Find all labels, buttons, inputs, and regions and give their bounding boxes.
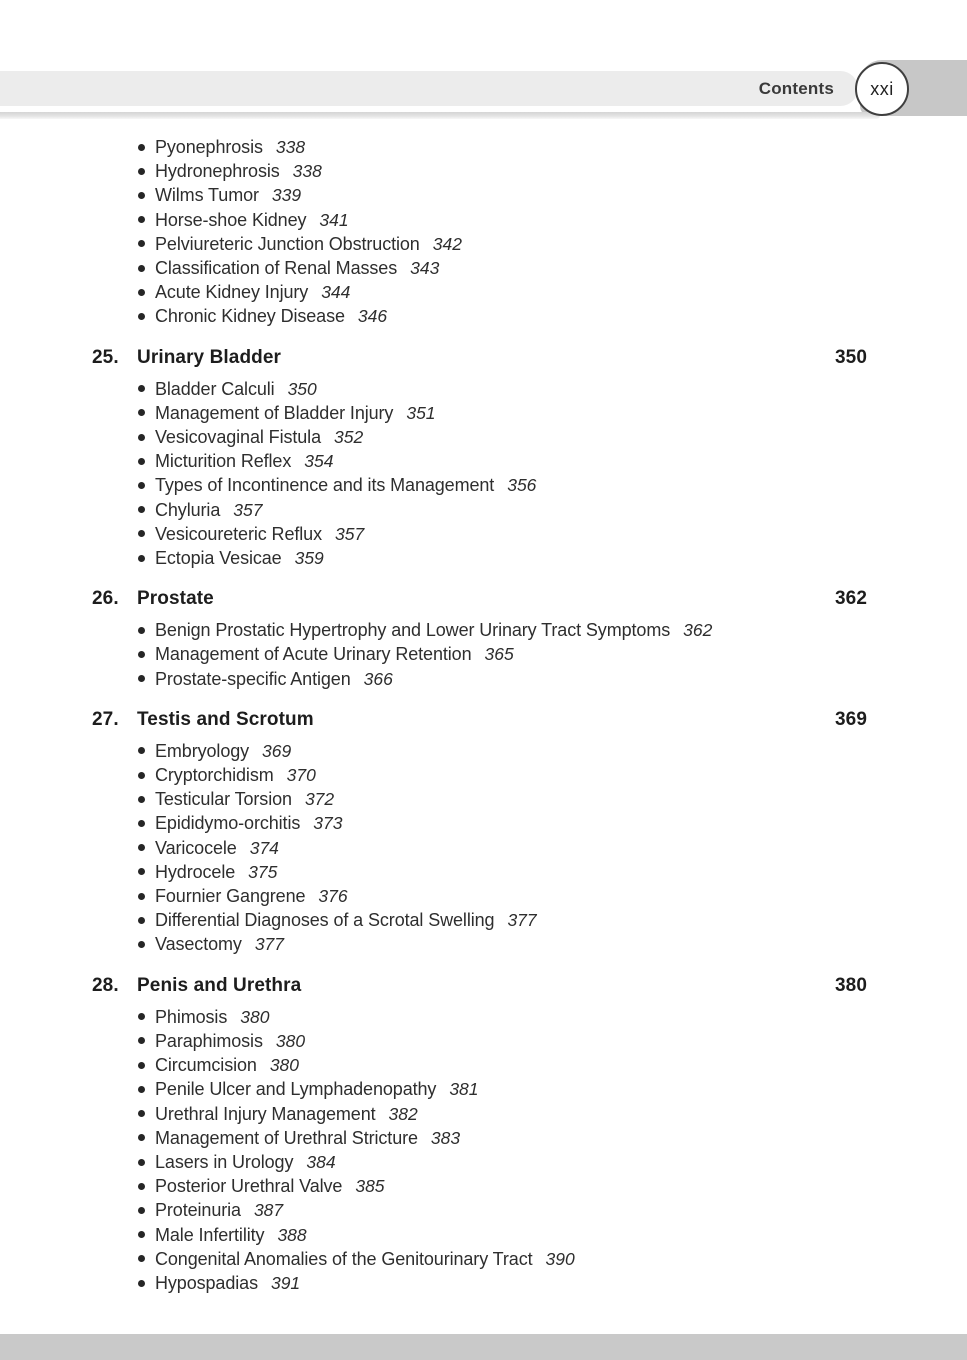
bullet-icon — [138, 1110, 145, 1117]
bullet-icon — [138, 385, 145, 392]
topic-title: Lasers in Urology — [155, 1151, 294, 1172]
topic-page-number: 351 — [406, 402, 436, 423]
topic-title: Differential Diagnoses of a Scrotal Swelling — [155, 910, 495, 931]
topic-title: Hydronephrosis — [155, 161, 280, 182]
bullet-icon — [138, 409, 145, 416]
topic-page-number: 388 — [277, 1224, 307, 1245]
toc-entry — [138, 135, 867, 159]
topic-page-number: 382 — [388, 1103, 418, 1124]
toc-entry — [138, 1174, 867, 1198]
bullet-icon — [138, 941, 145, 948]
chapter-title: Urinary Bladder — [137, 346, 282, 368]
bullet-icon — [138, 265, 145, 272]
bullet-icon — [138, 1231, 145, 1238]
page-number: xxi — [870, 78, 894, 99]
bullet-icon — [138, 144, 145, 151]
toc-entry — [138, 401, 867, 425]
toc-entry — [138, 1198, 867, 1222]
topic-page-number: 370 — [286, 765, 316, 786]
bullet-icon — [138, 796, 145, 803]
toc-entry — [138, 304, 867, 328]
toc-entry — [138, 159, 867, 183]
topic-title: Horse-shoe Kidney — [155, 209, 307, 230]
bullet-icon — [138, 820, 145, 827]
toc-section — [92, 135, 867, 329]
topic-title: Urethral Injury Management — [155, 1103, 376, 1124]
topic-list — [92, 377, 867, 571]
topic-page-number: 375 — [248, 861, 278, 882]
toc-entry — [138, 836, 867, 860]
bullet-icon — [138, 747, 145, 754]
toc-section — [92, 345, 867, 571]
bullet-icon — [138, 1183, 145, 1190]
topic-title: Varicocele — [155, 837, 237, 858]
footer-bar — [0, 1334, 967, 1360]
topic-title: Ectopia Vesicae — [155, 548, 282, 569]
topic-page-number: 338 — [275, 137, 306, 157]
toc-entry — [138, 860, 867, 884]
topic-page-number: 380 — [240, 1006, 270, 1027]
bullet-icon — [138, 506, 145, 513]
topic-page-number: 352 — [334, 427, 364, 448]
toc-section — [92, 707, 867, 957]
toc-entry — [138, 1223, 867, 1247]
topic-title: Hypospadias — [155, 1272, 258, 1293]
header-divider — [0, 112, 880, 119]
topic-page-number: 341 — [319, 209, 349, 230]
topic-page-number: 384 — [306, 1151, 336, 1172]
topic-title: Paraphimosis — [155, 1030, 263, 1051]
bullet-icon — [138, 434, 145, 441]
topic-page-number: 376 — [318, 886, 348, 907]
header-bar — [0, 71, 858, 106]
toc-entry — [138, 884, 867, 908]
bullet-icon — [138, 216, 145, 223]
toc-entry — [138, 546, 867, 570]
topic-page-number: 377 — [507, 910, 537, 931]
topic-title: Classification of Renal Masses — [155, 258, 398, 279]
chapter-number: 28. — [92, 974, 119, 996]
topic-page-number: 372 — [304, 789, 335, 810]
bullet-icon — [138, 1207, 145, 1214]
topic-title: Penile Ulcer and Lymphadenopathy — [155, 1079, 437, 1100]
topic-title: Prostate-specific Antigen — [155, 668, 351, 689]
toc-entry — [138, 811, 867, 835]
topic-page-number: 357 — [233, 499, 263, 520]
bullet-icon — [138, 1159, 145, 1166]
topic-title: Bladder Calculi — [155, 378, 275, 399]
toc-entry — [138, 787, 867, 811]
bullet-icon — [138, 458, 145, 465]
chapter-title: Testis and Scrotum — [137, 708, 314, 730]
topic-page-number: 369 — [262, 740, 292, 761]
toc-entry — [138, 232, 867, 256]
topic-title: Hydrocele — [155, 861, 236, 882]
topic-title: Congenital Anomalies of the Genitourinary Tract — [155, 1248, 533, 1269]
chapter-number: 25. — [92, 346, 119, 368]
bullet-icon — [138, 1013, 145, 1020]
header-title: Contents — [758, 78, 834, 98]
toc-entry — [138, 1077, 867, 1101]
toc-entry — [138, 183, 867, 207]
toc-section — [92, 973, 867, 1295]
topic-list — [92, 739, 867, 957]
topic-page-number: 338 — [292, 161, 322, 182]
topic-title: Micturition Reflex — [155, 451, 292, 472]
toc-entry — [138, 932, 867, 956]
topic-page-number: 346 — [357, 306, 388, 327]
chapter-number: 27. — [92, 708, 119, 730]
topic-title: Chyluria — [155, 499, 221, 520]
topic-page-number: 350 — [287, 378, 317, 399]
bullet-icon — [138, 192, 145, 199]
toc-entry — [138, 473, 867, 497]
toc-entry — [138, 1102, 867, 1126]
topic-page-number: 362 — [683, 620, 713, 641]
topic-title: Benign Prostatic Hypertrophy and Lower Urinary Tract Symptoms — [155, 620, 671, 641]
toc-entry — [138, 280, 867, 304]
topic-list — [92, 1005, 867, 1295]
chapter-number: 26. — [92, 588, 119, 610]
bullet-icon — [138, 1037, 145, 1044]
topic-title: Wilms Tumor — [155, 185, 259, 206]
topic-page-number: 343 — [410, 258, 440, 279]
bullet-icon — [138, 844, 145, 851]
toc-entry — [138, 498, 867, 522]
chapter-heading — [92, 586, 867, 612]
topic-title: Management of Acute Urinary Retention — [155, 644, 472, 665]
chapter-heading — [92, 973, 867, 999]
topic-page-number: 365 — [484, 644, 514, 665]
toc-entry — [138, 1150, 867, 1174]
topic-title: Testicular Torsion — [155, 789, 292, 810]
toc-entry — [138, 618, 867, 642]
topic-page-number: 354 — [304, 451, 334, 472]
bullet-icon — [138, 1255, 145, 1262]
bullet-icon — [138, 893, 145, 900]
topic-page-number: 383 — [430, 1127, 461, 1148]
chapter-page-number: 369 — [834, 708, 867, 730]
toc-entry — [138, 1271, 867, 1295]
topic-page-number: 374 — [249, 837, 279, 858]
topic-page-number: 356 — [507, 475, 537, 496]
bullet-icon — [138, 868, 145, 875]
topic-title: Pelviureteric Junction Obstruction — [155, 233, 420, 254]
bullet-icon — [138, 651, 145, 658]
toc-entry — [138, 377, 867, 401]
topic-title: Fournier Gangrene — [155, 886, 306, 907]
topic-page-number: 385 — [355, 1176, 385, 1197]
topic-title: Proteinuria — [155, 1200, 241, 1221]
toc-entry — [138, 908, 867, 932]
topic-page-number: 380 — [269, 1055, 300, 1076]
toc-entry — [138, 1005, 867, 1029]
topic-title: Management of Urethral Stricture — [155, 1127, 418, 1148]
toc-entry — [138, 522, 867, 546]
topic-title: Posterior Urethral Valve — [155, 1176, 343, 1197]
topic-title: Vesicoureteric Reflux — [155, 523, 322, 544]
topic-title: Vasectomy — [155, 934, 242, 955]
bullet-icon — [138, 313, 145, 320]
topic-list — [92, 618, 867, 691]
topic-title: Embryology — [155, 740, 250, 761]
toc-list — [92, 135, 867, 1295]
bullet-icon — [138, 1086, 145, 1093]
topic-page-number: 339 — [271, 185, 302, 206]
topic-page-number: 366 — [363, 668, 393, 689]
bullet-icon — [138, 772, 145, 779]
toc-entry — [138, 425, 867, 449]
topic-page-number: 357 — [334, 523, 365, 544]
bullet-icon — [138, 1280, 145, 1287]
topic-page-number: 359 — [294, 548, 324, 569]
bullet-icon — [138, 289, 145, 296]
toc-entry — [138, 1053, 867, 1077]
toc-entry — [138, 763, 867, 787]
topic-title: Circumcision — [155, 1055, 257, 1076]
bullet-icon — [138, 530, 145, 537]
chapter-title: Penis and Urethra — [137, 974, 302, 996]
bullet-icon — [138, 627, 145, 634]
topic-page-number: 391 — [270, 1272, 301, 1293]
topic-title: Phimosis — [155, 1006, 228, 1027]
page-number-badge — [855, 62, 909, 116]
bullet-icon — [138, 675, 145, 682]
bullet-icon — [138, 1134, 145, 1141]
topic-title: Epididymo-orchitis — [155, 813, 301, 834]
topic-page-number: 387 — [253, 1200, 284, 1221]
topic-title: Male Infertility — [155, 1224, 265, 1245]
toc-entry — [138, 1029, 867, 1053]
chapter-heading — [92, 345, 867, 371]
topic-title: Types of Incontinence and its Management — [155, 475, 495, 496]
topic-page-number: 342 — [432, 233, 462, 254]
toc-entry — [138, 739, 867, 763]
chapter-heading — [92, 707, 867, 733]
toc-entry — [138, 667, 867, 691]
bullet-icon — [138, 168, 145, 175]
bullet-icon — [138, 482, 145, 489]
chapter-page-number: 350 — [834, 346, 867, 368]
chapter-page-number: 362 — [834, 588, 867, 610]
topic-title: Management of Bladder Injury — [155, 402, 394, 423]
bullet-icon — [138, 1062, 145, 1069]
topic-page-number: 377 — [254, 934, 285, 955]
toc-entry — [138, 642, 867, 666]
toc-entry — [138, 256, 867, 280]
topic-title: Cryptorchidism — [155, 765, 274, 786]
bullet-icon — [138, 240, 145, 247]
toc-entry — [138, 1247, 867, 1271]
topic-title: Acute Kidney Injury — [155, 282, 309, 303]
topic-list — [92, 135, 867, 329]
chapter-title: Prostate — [137, 588, 214, 610]
topic-page-number: 373 — [313, 813, 343, 834]
toc-entry — [138, 449, 867, 473]
bullet-icon — [138, 555, 145, 562]
topic-page-number: 381 — [449, 1079, 479, 1100]
topic-page-number: 390 — [545, 1248, 575, 1269]
chapter-page-number: 380 — [834, 974, 867, 996]
topic-page-number: 380 — [275, 1030, 306, 1051]
toc-entry — [138, 1126, 867, 1150]
toc-entry — [138, 208, 867, 232]
topic-page-number: 344 — [321, 282, 351, 303]
toc-section — [92, 586, 867, 691]
topic-title: Pyonephrosis — [155, 137, 263, 157]
topic-title: Chronic Kidney Disease — [155, 306, 345, 327]
topic-title: Vesicovaginal Fistula — [155, 427, 321, 448]
bullet-icon — [138, 917, 145, 924]
